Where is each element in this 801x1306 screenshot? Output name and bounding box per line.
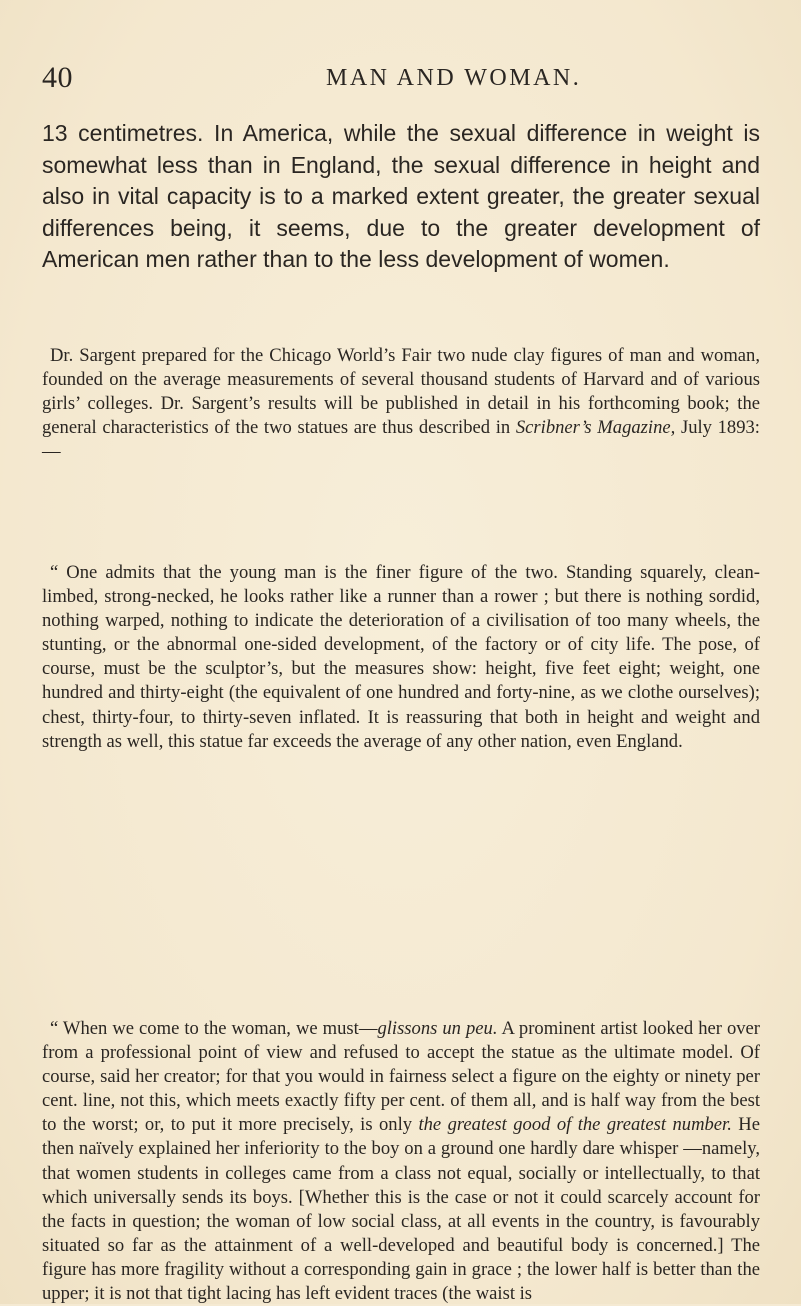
note-paragraph-3-text (42, 1017, 760, 1306)
note-p3-start: “ When we come to the woman, we must— (50, 1018, 378, 1039)
running-head: MAN AND WOMAN. (326, 65, 582, 91)
french-phrase: glissons un peu. (377, 1018, 498, 1039)
note-paragraph-1-text (42, 344, 760, 464)
note-paragraph-2 (42, 561, 760, 754)
main-paragraph-text: 13 centimetres. In America, while the sexual difference in weight is somewhat less than in England, the sexual difference in height and also in vital capacity is to a marked extent greater, the greater sexual differences being, it seems, due to the greater development of American men rather than to the less development of women. (42, 120, 760, 272)
note-paragraph-2-text: “ One admits that the young man is the finer figure of the two. Standing squarely, clean-limbed, strong-necked, he looks rather like a runner than a rower ; but there is nothing sordid, nothing warped, nothing to indicate the deterioration of a civilisation of too many wheels, the stunting, or the abnormal one-sided development, of the factory or of city life. The pose, of course, must be the sculptor’s, but the measures show: height, five feet eight; weight, one hundred and thirty-eight (the equivalent of one hundred and forty-nine, as we clothe ourselves); chest, thirty-four, to thirty-seven inflated. It is reassuring that both in height and weight and strength as well, this statue far exceeds the average of any other nation, even England. (42, 562, 760, 752)
note-paragraph-3 (42, 1017, 760, 1306)
note-paragraph-1 (42, 344, 760, 464)
italic-phrase: the greatest good of the greatest number. (418, 1114, 732, 1136)
note-p3-end: He then naïvely explained her inferiority to the boy on a ground one hardly dare whisper —namely, that women students in colleges came from a class not equal, socially or intellectually, to that which universally sends its boys. [Whether this is the case or not it could scarcely account for the facts in question; the woman of low social class, at all events in the country, is favourably situated so far as the attainment of a well-developed and beautiful body is concerned.] The figure has more fragility without a corresponding gain in grace ; the lower half is better than the upper; it is not that tight lacing has left evident traces (the waist is (42, 1114, 760, 1305)
note-p1-date: July 1893:— (42, 417, 760, 463)
note-p3-mid: A prominent artist looked her over from a professional point of view and refused to accept the statue as the ultimate model. Of course, said her creator; for that you would in fairness select a figure on the eighty or ninety per cent. line, not this, which meets exactly fifty per cent. of them all, and is half way from the best to the worst; or, to put it more precisely, is only (42, 1018, 760, 1136)
page-number: 40 (42, 61, 73, 94)
main-paragraph (42, 118, 760, 276)
magazine-title: Scribner’s Magazine, (515, 417, 676, 439)
page-header (42, 58, 762, 98)
note-p1-text: Dr. Sargent prepared for the Chicago World’s Fair two nude clay figures of man and woman, founded on the average measurements of several thousand students of Harvard and of various girls’ colleges. Dr. Sargent’s results will be published in detail in his forthcoming book; the general characteristics of the two statues are thus described in (42, 345, 760, 439)
